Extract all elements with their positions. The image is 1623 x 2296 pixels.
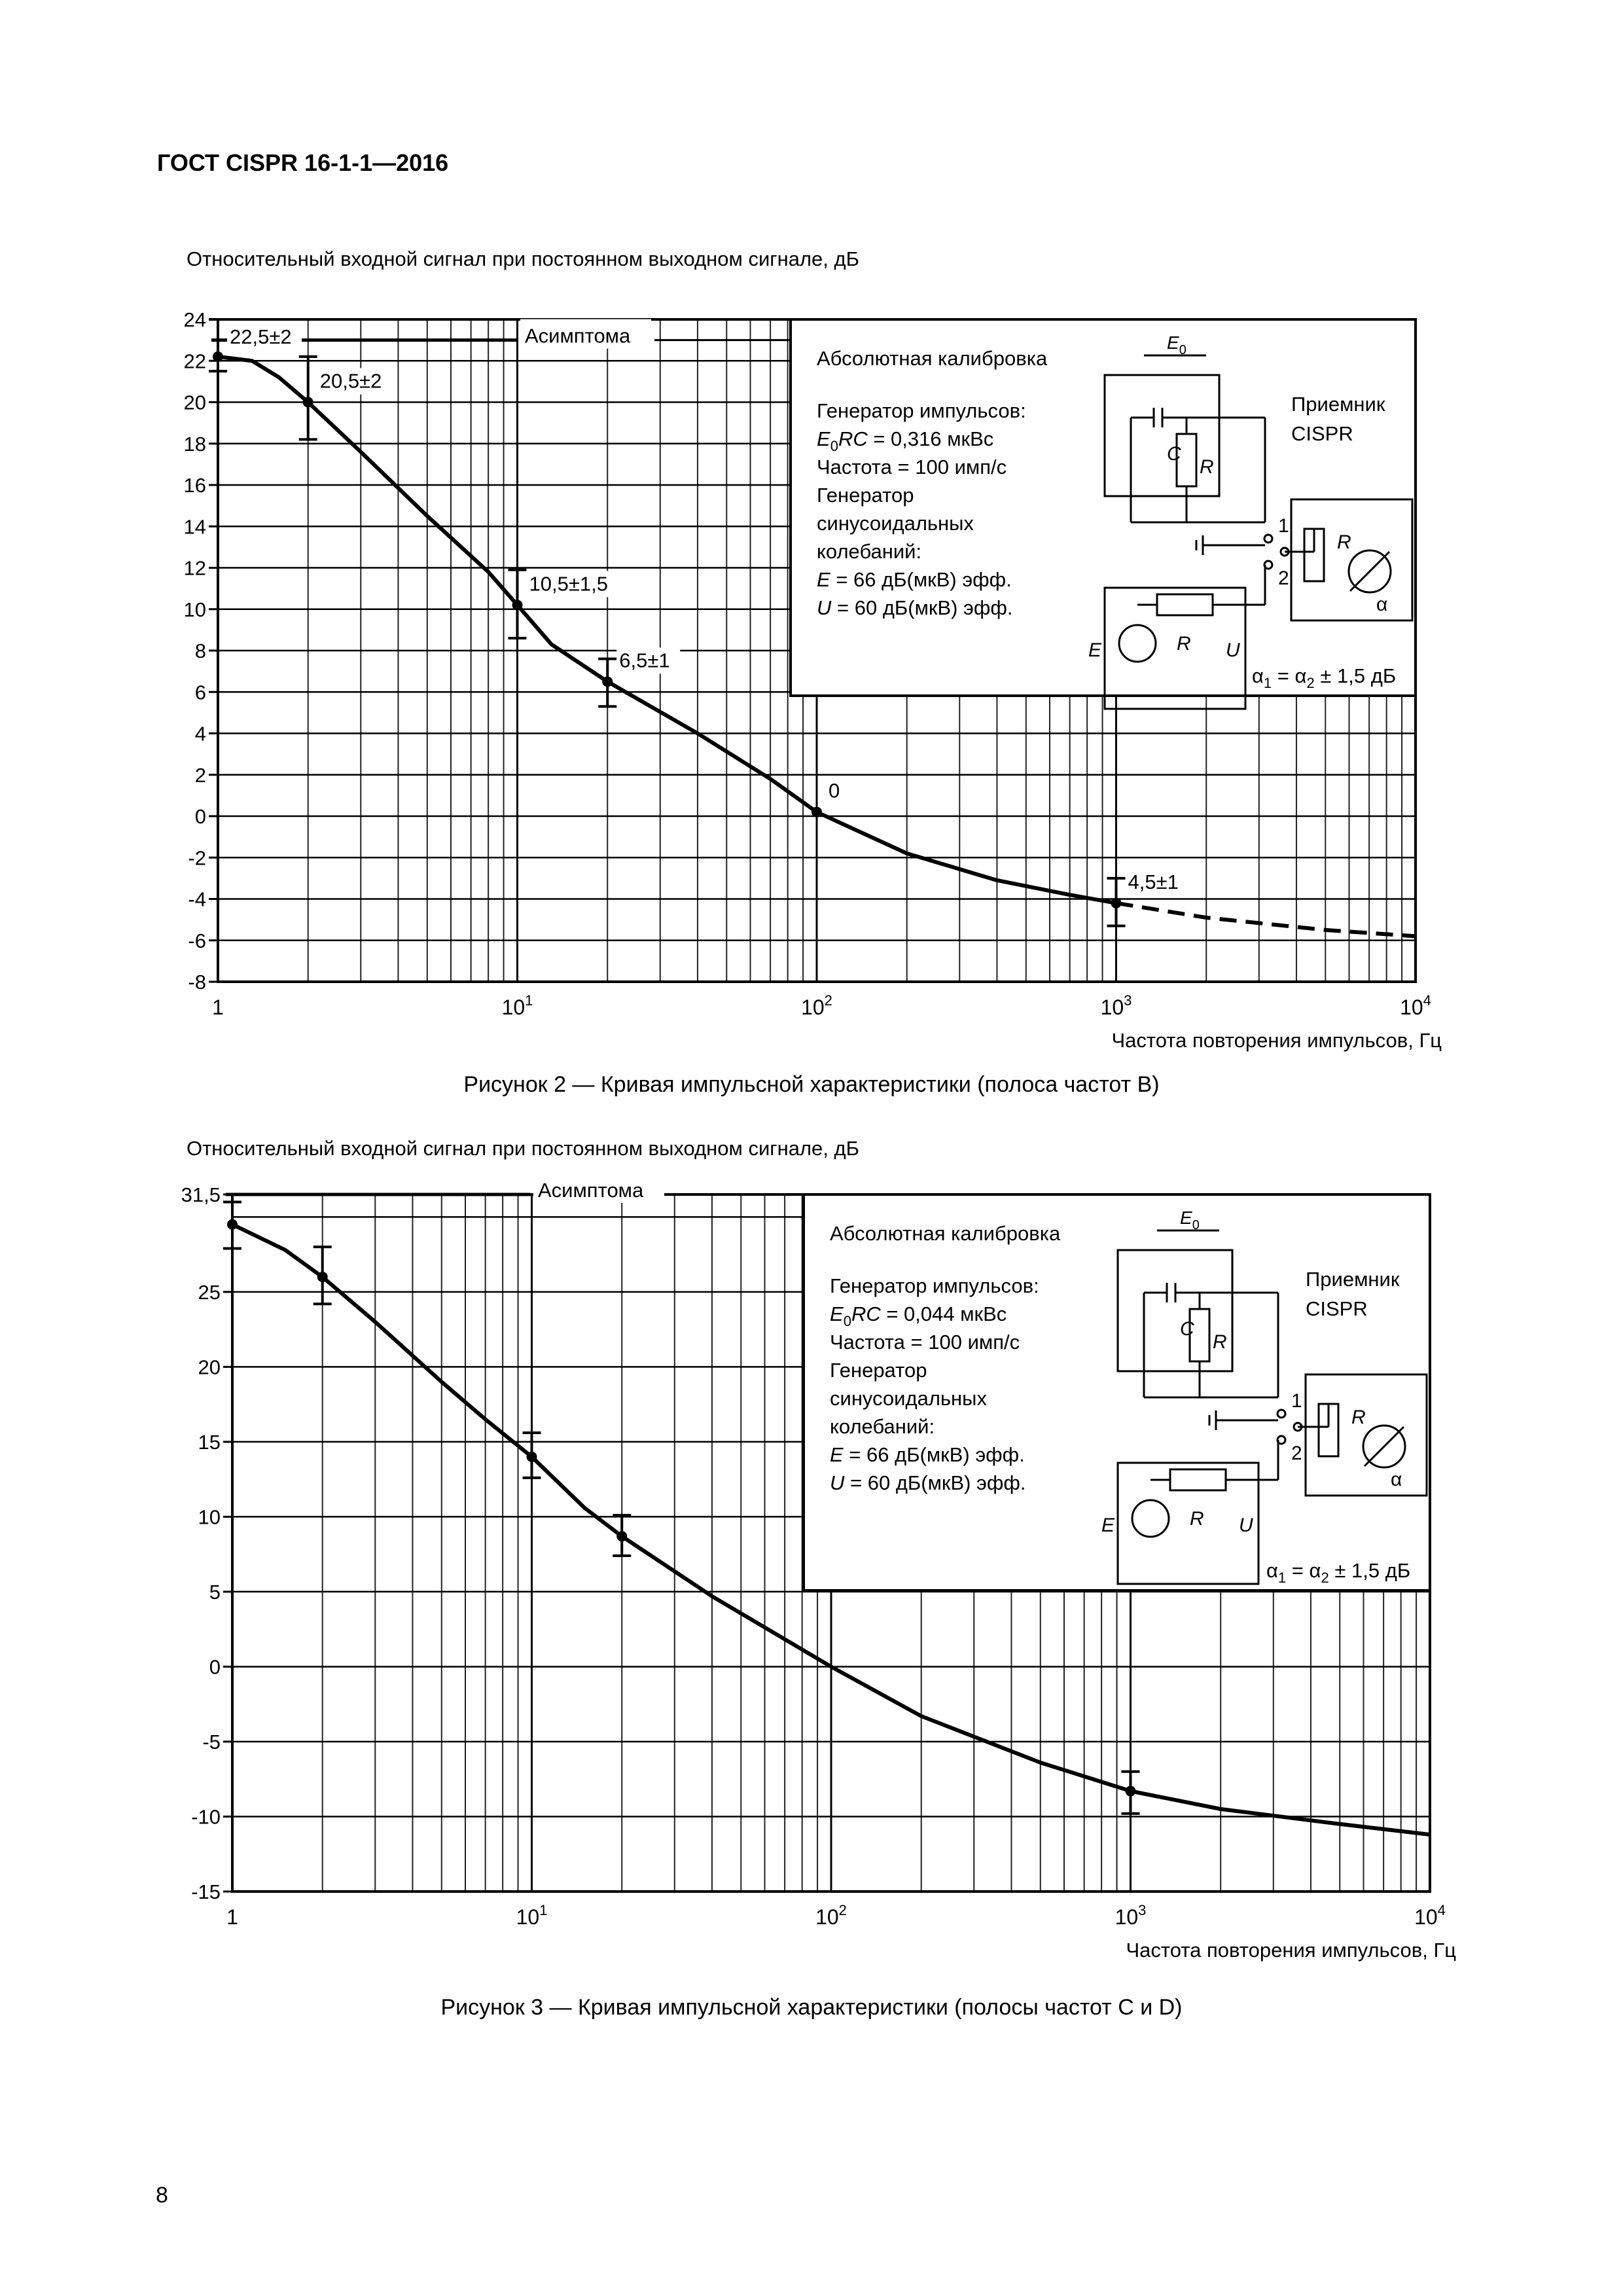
equation-char: 2	[1306, 675, 1315, 691]
asymptote-label: Асимптома	[538, 1179, 644, 1202]
inset-line: Генератор	[830, 1359, 927, 1382]
resistor-label: R	[1190, 1508, 1204, 1530]
x-tick-label: $10^3$	[1100, 992, 1132, 1019]
inset-line: колебаний:	[817, 540, 922, 563]
data-label: 20,5±2	[319, 369, 382, 393]
capacitor-label: C	[1180, 1318, 1194, 1340]
equation-char	[1315, 664, 1321, 687]
y-tick-label: 5	[209, 1580, 221, 1604]
chart2-y-axis-title: Относительный входной сигнал при постоянном выходном сигнале, дБ	[187, 1137, 859, 1160]
y-tick-label: 18	[183, 432, 206, 456]
x-tick-label: 1	[226, 1905, 238, 1929]
data-label: 22,5±2	[230, 325, 292, 348]
y-tick-label: 10	[198, 1505, 221, 1529]
data-label: 6,5±1	[619, 649, 670, 672]
equation-char: α	[1252, 664, 1264, 687]
equation-char: 2	[1321, 1570, 1329, 1586]
equation-char: 1	[1336, 664, 1349, 687]
inset-symbol: E	[830, 1443, 844, 1466]
y-tick-label: 20	[183, 391, 206, 414]
y-tick-label: -15	[191, 1880, 221, 1903]
x-tick-exponent: 2	[824, 992, 832, 1009]
y-tick-label: 31,5	[181, 1183, 221, 1206]
x-tick-label: $10^3$	[1115, 1902, 1147, 1929]
x-axis-title: Частота повторения импульсов, Гц	[1126, 1939, 1456, 1962]
inset-value: = 66 дБ(мкВ) эфф.	[843, 1443, 1025, 1466]
inset-line	[817, 596, 1013, 619]
y-tick-label: 20	[198, 1355, 221, 1379]
receiver-label: CISPR	[1291, 422, 1353, 445]
alpha-label: α	[1376, 594, 1388, 615]
inset-value: = 60 дБ(мкВ) эфф.	[831, 596, 1013, 619]
equation-char: ±	[1334, 1559, 1346, 1582]
equation-char: 5	[1353, 664, 1366, 687]
equation-char	[1289, 664, 1295, 687]
inset-title: Абсолютная калибровка	[817, 347, 1048, 370]
inset-symbol: U	[830, 1471, 845, 1494]
inset-symbol: RC	[851, 1302, 881, 1325]
x-tick-exponent: 1	[525, 992, 533, 1009]
x-tick-label: $10^2$	[815, 1902, 847, 1929]
figure2-caption: Рисунок 2 — Кривая импульсной характеристики (полоса частот B)	[463, 1072, 1160, 1097]
chart1-y-axis-title: Относительный входной сигнал при постоянном выходном сигнале, дБ	[187, 247, 859, 270]
y-tick-label: -8	[188, 971, 206, 994]
inset-symbol: E	[817, 427, 830, 450]
page-number: 8	[156, 2183, 168, 2208]
y-tick-label: -5	[202, 1730, 221, 1753]
inset-subscript: 0	[830, 438, 838, 454]
equation-char: ,	[1363, 1559, 1368, 1582]
x-axis-title: Частота повторения импульсов, Гц	[1111, 1029, 1442, 1052]
x-tick-label: $10^4$	[1400, 992, 1431, 1019]
equation-char: 1	[1263, 675, 1272, 691]
y-tick-label: -4	[188, 888, 206, 911]
equation-char: α	[1309, 1559, 1321, 1582]
y-tick-label: 16	[183, 474, 206, 497]
inset-value: = 0,044 мкВс	[880, 1302, 1007, 1325]
y-tick-label: 0	[209, 1655, 221, 1679]
x-tick-label: $10^1$	[516, 1902, 548, 1929]
equation-char	[1304, 1559, 1310, 1582]
inset-subscript: 0	[843, 1313, 851, 1329]
e-label: E	[1088, 639, 1102, 661]
receiver-label: CISPR	[1306, 1297, 1368, 1320]
equation-char: 5	[1368, 1559, 1380, 1582]
x-tick-exponent: 2	[838, 1902, 847, 1918]
equation-char	[1365, 664, 1371, 687]
equation-char: 1	[1277, 1570, 1287, 1586]
inset-title: Абсолютная калибровка	[830, 1222, 1061, 1245]
y-tick-label: -2	[188, 846, 206, 870]
y-tick-label: 25	[198, 1280, 221, 1304]
data-point	[602, 676, 613, 687]
alpha-label: α	[1391, 1469, 1402, 1490]
equation-char: Б	[1397, 1559, 1411, 1582]
receiver-label: Приемник	[1291, 393, 1385, 416]
equation-char: α	[1266, 1559, 1278, 1582]
y-tick-label: 10	[183, 598, 206, 621]
asymptote-label: Асимптома	[525, 324, 631, 348]
inset-line	[817, 568, 1012, 591]
resistor-label: R	[1213, 1331, 1227, 1353]
equation-char: ,	[1348, 664, 1354, 687]
switch-position-2: 2	[1291, 1443, 1302, 1464]
equation-char: 1	[1351, 1559, 1363, 1582]
x-tick-exponent: 4	[1423, 992, 1431, 1009]
receiver-resistor-label: R	[1351, 1407, 1366, 1428]
receiver-label: Приемник	[1306, 1268, 1400, 1291]
y-tick-label: -10	[191, 1805, 221, 1829]
y-tick-label: 22	[183, 350, 206, 373]
x-tick-label: 1	[212, 996, 224, 1019]
data-label: 4,5±1	[1128, 870, 1179, 893]
x-tick-label: $10^1$	[501, 992, 533, 1019]
u-label: U	[1239, 1515, 1253, 1536]
data-point	[512, 600, 523, 610]
data-point	[303, 397, 313, 408]
switch-position-1: 1	[1278, 515, 1289, 537]
capacitor-label: C	[1167, 443, 1181, 465]
x-tick-exponent: 3	[1138, 1902, 1147, 1918]
e0-label: $E_0$	[1167, 332, 1186, 357]
equation-char: д	[1370, 664, 1383, 687]
y-tick-label: -6	[188, 929, 206, 952]
data-point	[527, 1452, 537, 1462]
calibration-equation	[1252, 664, 1396, 691]
equation-char	[1331, 664, 1337, 687]
inset-box	[791, 319, 1416, 696]
x-tick-exponent: 4	[1437, 1902, 1446, 1918]
y-tick-label: 0	[194, 805, 206, 828]
receiver-resistor-label: R	[1337, 531, 1351, 553]
y-tick-label: 2	[194, 763, 206, 787]
chart-1	[184, 308, 1442, 1052]
inset-value: = 60 дБ(мкВ) эфф.	[844, 1471, 1026, 1494]
equation-char: д	[1385, 1559, 1397, 1582]
data-point	[1111, 898, 1122, 908]
inset-symbol: E	[817, 568, 830, 591]
u-label: U	[1226, 639, 1240, 661]
equation-char	[1286, 1559, 1292, 1582]
inset-value: = 66 дБ(мкВ) эфф.	[830, 568, 1012, 591]
inset-value: = 0,316 мкВс	[867, 427, 994, 450]
y-tick-label: 8	[194, 639, 206, 662]
data-point	[1126, 1786, 1136, 1797]
x-tick-exponent: 3	[1124, 992, 1132, 1009]
response-curve-extrapolated	[1116, 903, 1416, 937]
y-tick-label: 15	[198, 1430, 221, 1454]
x-tick-exponent: 1	[539, 1902, 548, 1918]
data-label: 10,5±1,5	[529, 572, 608, 596]
y-tick-label: 24	[183, 308, 206, 331]
e0-subscript: 0	[1179, 343, 1186, 357]
data-point	[227, 1219, 238, 1230]
inset-line	[817, 427, 993, 454]
inset-line: синусоидальных	[817, 512, 974, 535]
inset-line: Частота = 100 имп/с	[817, 456, 1007, 478]
inset-line: колебаний:	[830, 1415, 935, 1438]
data-point	[317, 1272, 328, 1282]
inset-symbol: RC	[838, 427, 868, 450]
inset-symbol: E	[830, 1302, 844, 1325]
y-tick-label: 12	[183, 556, 206, 580]
equation-char: ±	[1320, 664, 1332, 687]
inset-line: синусоидальных	[830, 1387, 987, 1410]
inset-line: Генератор импульсов:	[817, 399, 1026, 422]
calibration-equation	[1266, 1559, 1410, 1586]
document-header: ГОСТ CISPR 16-1-1—2016	[157, 149, 449, 176]
data-point	[616, 1531, 627, 1541]
y-tick-label: 14	[183, 515, 206, 539]
e0-label: $E_0$	[1180, 1208, 1200, 1232]
inset-line: Генератор	[817, 484, 914, 507]
equation-char	[1346, 1559, 1351, 1582]
e-label: E	[1101, 1515, 1115, 1536]
inset-symbol: U	[817, 596, 832, 619]
equation-char	[1380, 1559, 1385, 1582]
y-tick-label: 6	[194, 681, 206, 704]
chart-2	[181, 1174, 1457, 1962]
resistor-label: R	[1177, 633, 1191, 655]
data-label: 0	[829, 779, 840, 802]
inset-line: Частота = 100 имп/с	[830, 1331, 1020, 1354]
data-point	[213, 351, 223, 362]
data-point	[812, 807, 822, 817]
equation-char	[1272, 664, 1277, 687]
switch-position-2: 2	[1278, 567, 1289, 589]
equation-char: Б	[1382, 664, 1397, 687]
x-tick-label: $10^2$	[801, 992, 832, 1019]
equation-char: =	[1291, 1559, 1304, 1582]
x-tick-label: $10^4$	[1414, 1902, 1446, 1929]
equation-char: α	[1294, 664, 1307, 687]
equation-char: =	[1277, 664, 1289, 687]
inset-line	[830, 1443, 1025, 1466]
equation-char	[1329, 1559, 1335, 1582]
switch-position-1: 1	[1291, 1390, 1302, 1412]
inset-line: Генератор импульсов:	[830, 1274, 1039, 1297]
resistor-label: R	[1200, 456, 1214, 478]
inset-line	[830, 1302, 1007, 1329]
e0-subscript: 0	[1192, 1218, 1200, 1232]
y-tick-label: 4	[194, 722, 206, 745]
figure3-caption: Рисунок 3 — Кривая импульсной характеристики (полосы частот C и D)	[440, 1995, 1183, 2020]
inset-line	[830, 1471, 1026, 1494]
